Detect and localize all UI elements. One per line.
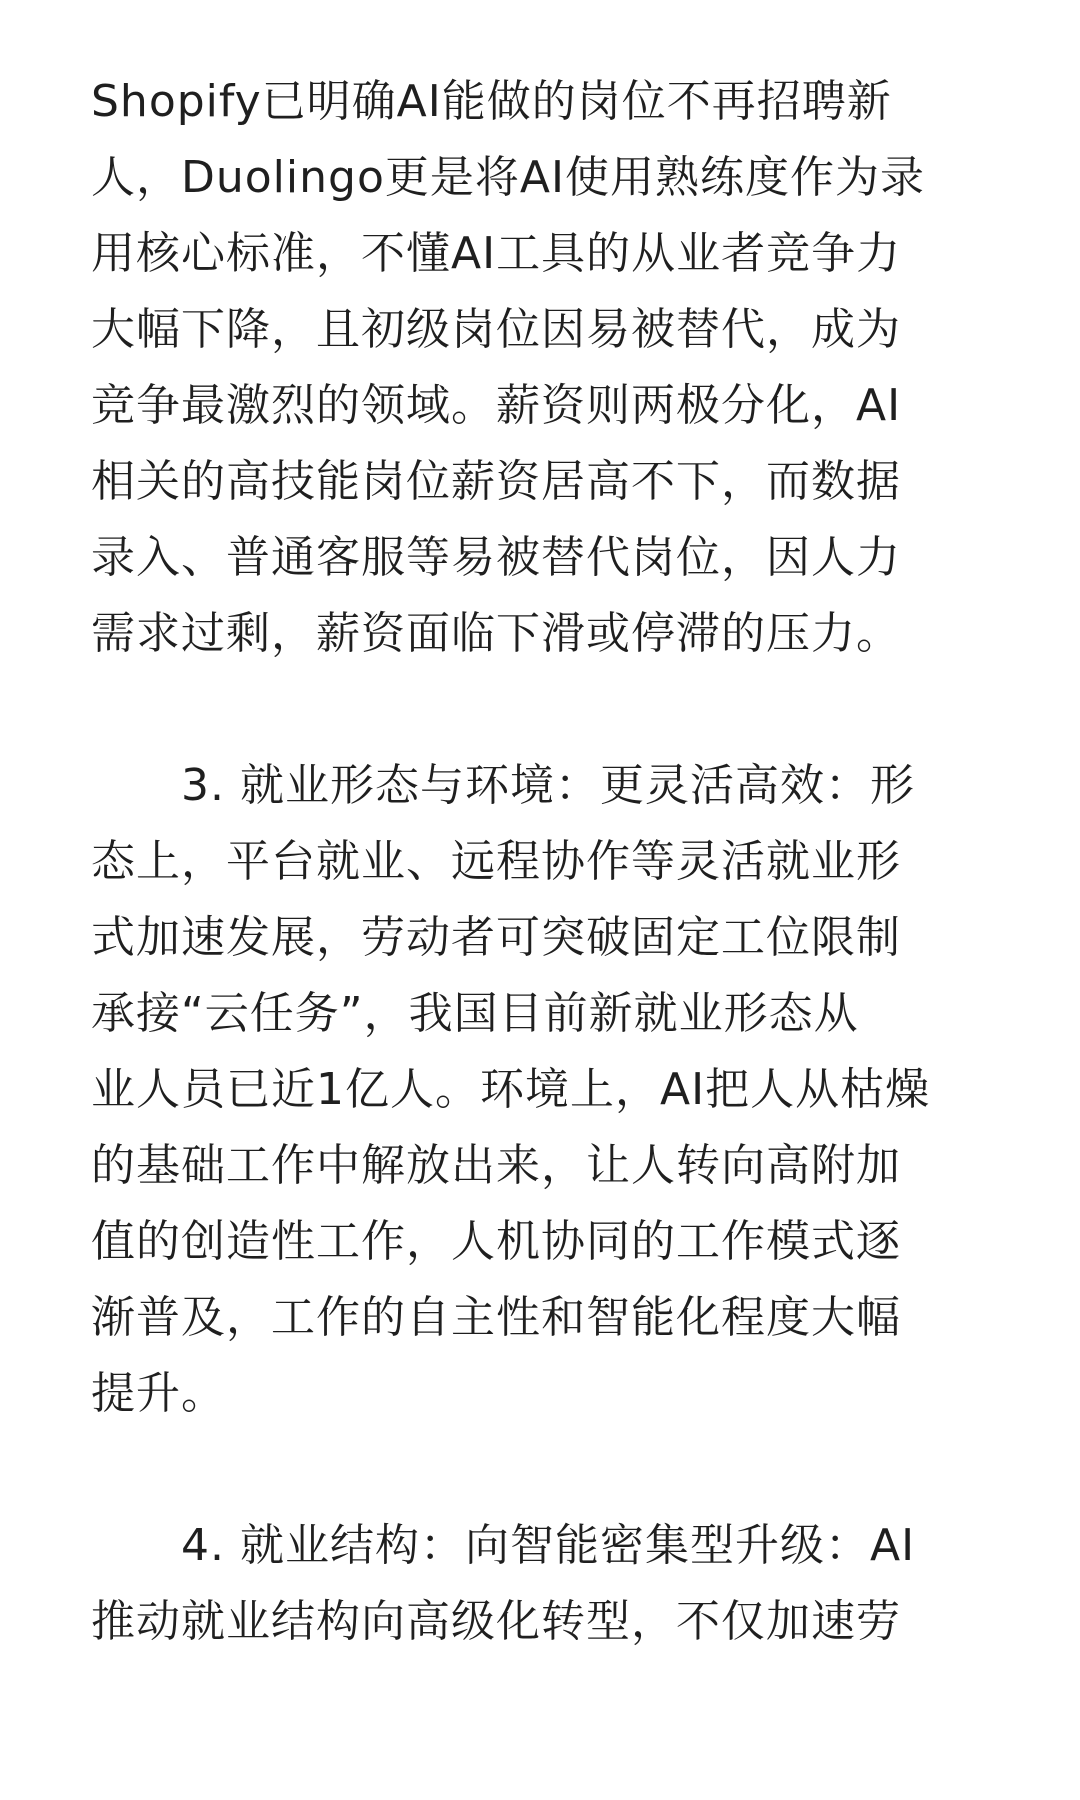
text-line: 提升。 <box>91 1368 226 1419</box>
text-line: 式加速发展，劳动者可突破固定工位限制 <box>91 912 901 963</box>
section-heading-line: 4. 就业结构：向智能密集型升级：AI <box>181 1520 916 1571</box>
text-line: 承接“云任务”，我国目前新就业形态从 <box>91 988 859 1039</box>
text-line: 业人员已近1亿人。环境上，AI把人从枯燥 <box>91 1064 931 1115</box>
text-line: 态上，平台就业、远程协作等灵活就业形 <box>91 836 901 887</box>
text-line: 相关的高技能岗位薪资居高不下，而数据 <box>91 456 901 507</box>
article-body <box>91 64 991 1660</box>
paragraph-employment-structure <box>91 1508 991 1660</box>
paragraph-ai-hiring-impact <box>91 64 991 672</box>
text-line: 渐普及，工作的自主性和智能化程度大幅 <box>91 1292 901 1343</box>
text-line: 值的创造性工作，人机协同的工作模式逐 <box>91 1216 901 1267</box>
section-heading-line: 3. 就业形态与环境：更灵活高效：形 <box>181 760 915 811</box>
text-line: 用核心标准，不懂AI工具的从业者竞争力 <box>91 228 902 279</box>
paragraph-employment-forms <box>91 748 991 1432</box>
text-line: 需求过剩，薪资面临下滑或停滞的压力。 <box>91 608 901 659</box>
paragraph-spacer <box>91 672 991 748</box>
text-line: 竞争最激烈的领域。薪资则两极分化，AI <box>91 380 902 431</box>
text-line: 录入、普通客服等易被替代岗位，因人力 <box>91 532 901 583</box>
text-line: 大幅下降，且初级岗位因易被替代，成为 <box>91 304 901 355</box>
text-line: Shopify已明确AI能做的岗位不再招聘新 <box>91 76 892 127</box>
text-line: 推动就业结构向高级化转型，不仅加速劳 <box>91 1596 901 1647</box>
text-line: 人，Duolingo更是将AI使用熟练度作为录 <box>91 152 925 203</box>
text-line: 的基础工作中解放出来，让人转向高附加 <box>91 1140 901 1191</box>
paragraph-spacer <box>91 1432 991 1508</box>
